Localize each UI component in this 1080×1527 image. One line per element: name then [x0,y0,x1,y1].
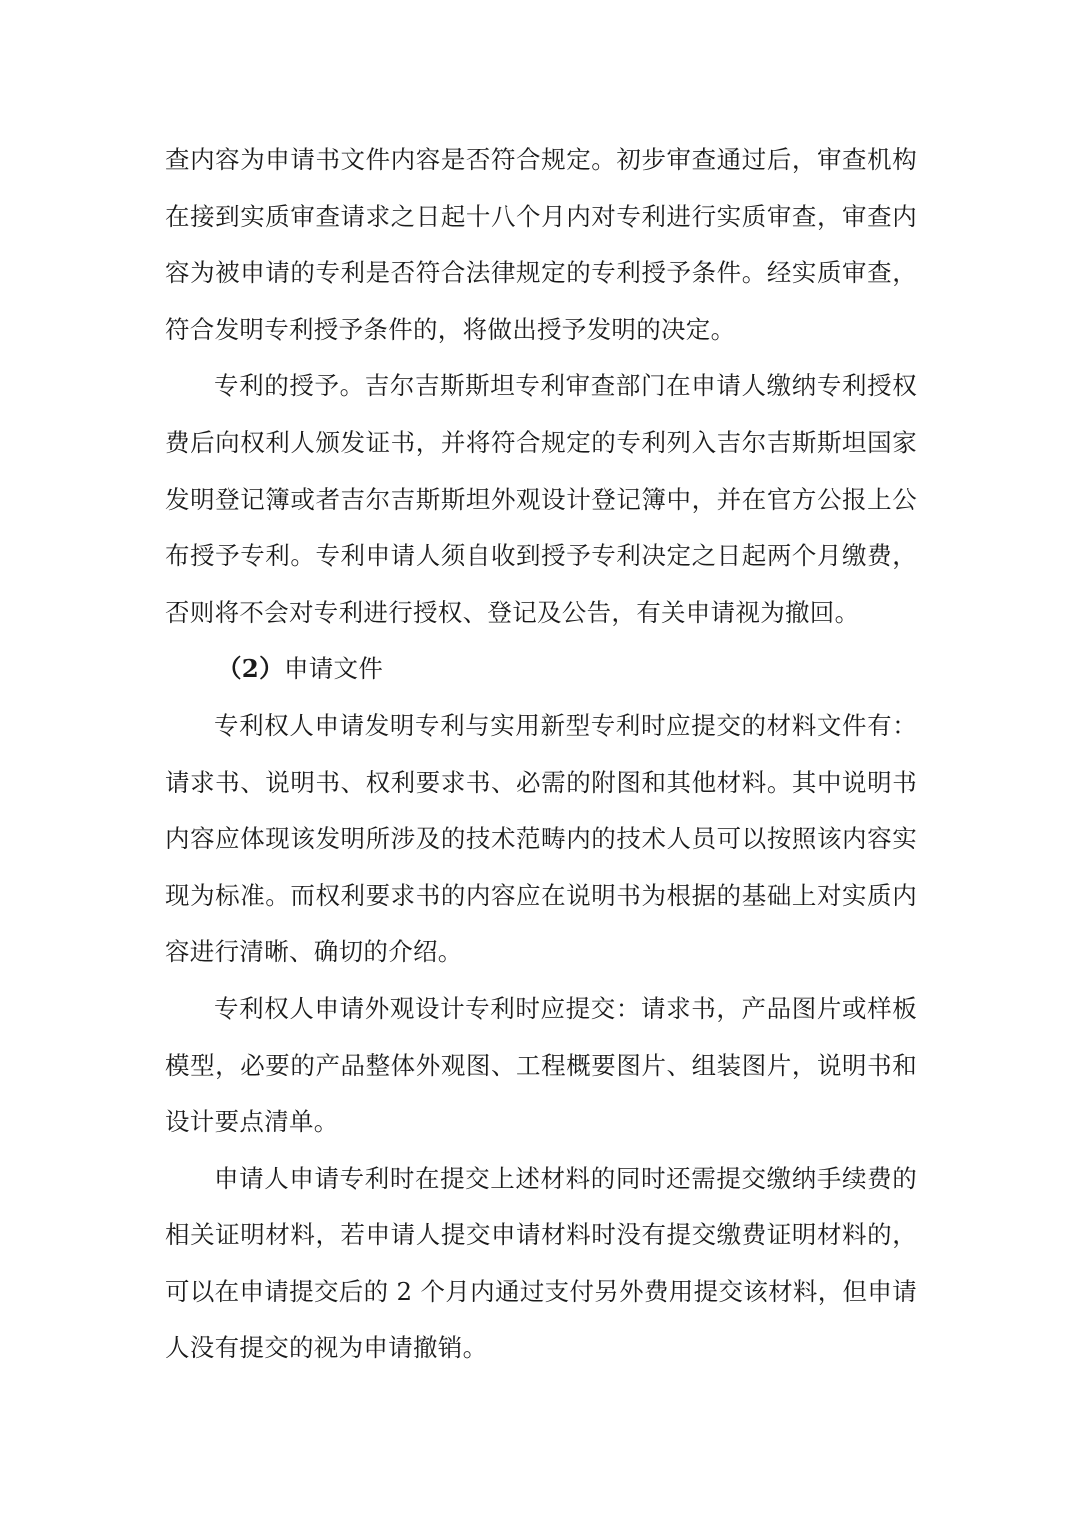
section-heading [165,641,917,698]
paragraph-fee-proof: 申请人申请专利时在提交上述材料的同时还需提交缴纳手续费的相关证明材料，若申请人提交申请材料时没有提交缴费证明材料的，可以在申请提交后的 2 个月内通过支付另外费用提交该材料，但申请人没有提交的视为申请撤销。 [165,1163,917,1363]
paragraph-design-application-files: 专利权人申请外观设计专利时应提交：请求书，产品图片或样板模型，必要的产品整体外观图、工程概要图片、组装图片，说明书和设计要点清单。 [165,993,917,1137]
section-heading-title: 申请文件 [283,654,384,684]
paragraph-examination-continued: 查内容为申请书文件内容是否符合规定。初步审查通过后，审查机构在接到实质审查请求之日起十八个月内对专利进行实质审查，审查内容为被申请的专利是否符合法律规定的专利授予条件。经实质审查，符合发明专利授予条件的，将做出授予发明的决定。 [165,145,917,344]
paragraph-invention-application-files: 专利权人申请发明专利与实用新型专利时应提交的材料文件有：请求书、说明书、权利要求书、必需的附图和其他材料。其中说明书内容应体现该发明所涉及的技术范畴内的技术人员可以按照该内容实现为标准。而权利要求书的内容应在说明书为根据的基础上对实质内容进行清晰、确切的介绍。 [165,710,917,967]
body-text [165,132,917,1377]
paragraph-patent-grant: 专利的授予。吉尔吉斯斯坦专利审查部门在申请人缴纳专利授权费后向权利人颁发证书，并将符合规定的专利列入吉尔吉斯斯坦国家发明登记簿或者吉尔吉斯斯坦外观设计登记簿中，并在官方公报上公布授予专利。专利申请人须自收到授予专利决定之日起两个月缴费，否则将不会对专利进行授权、登记及公告，有关申请视为撤回。 [165,371,917,627]
section-heading-number: （2） [217,654,284,684]
